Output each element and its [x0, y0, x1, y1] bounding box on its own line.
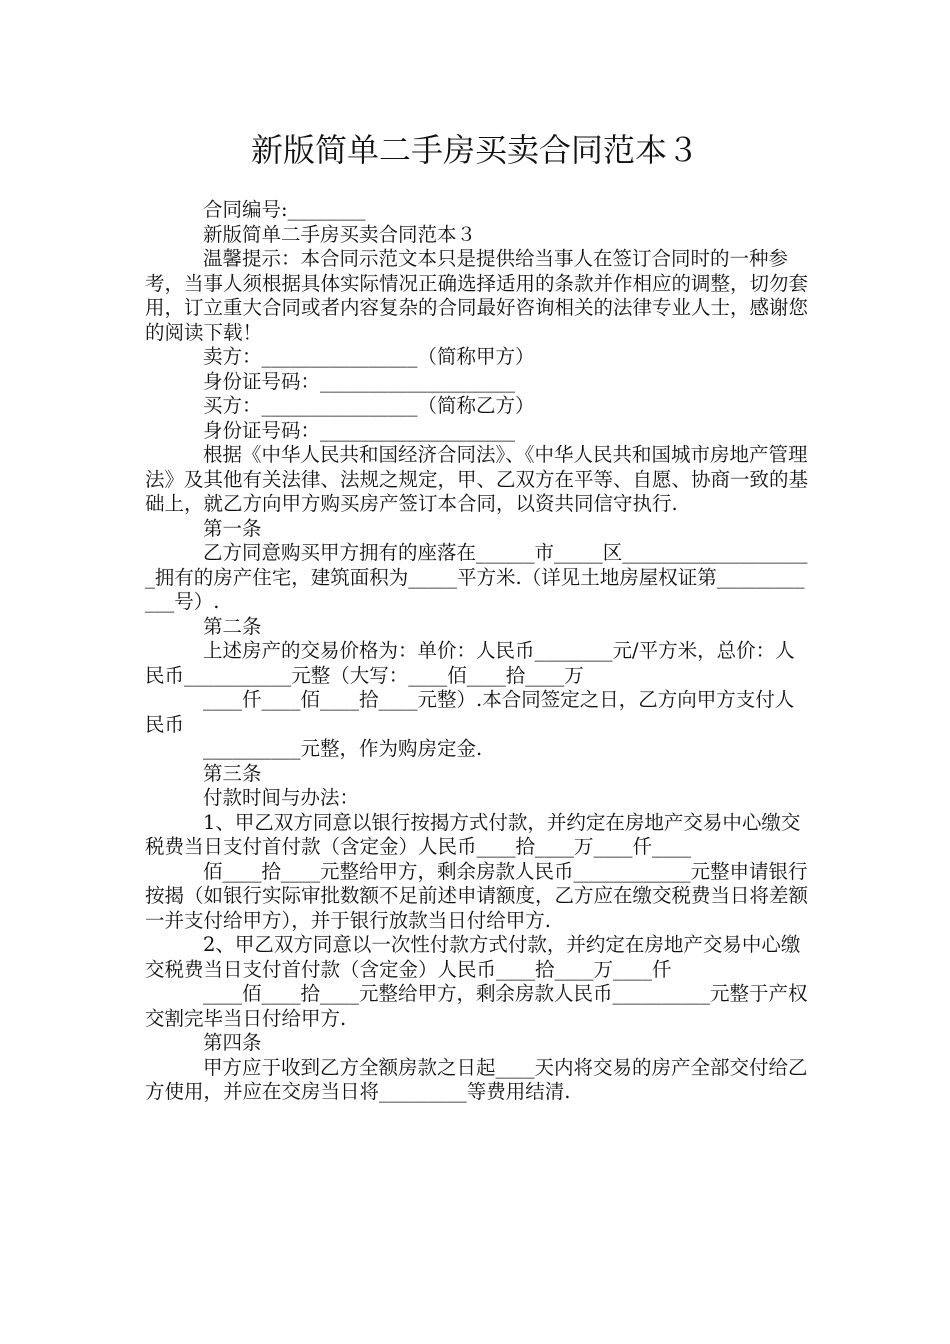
article-2-paragraph-continued: ____仟____佰____拾____元整）.本合同签定之日，乙方向甲方支付人民币	[145, 688, 795, 736]
preamble-paragraph: 根据《中华人民共和国经济合同法》、《中华人民共和国城市房地产管理法》及其他有关法律、法规之规定，甲、乙双方在平等、自愿、协商一致的基础上，就乙方向甲方购买房产签订本合同，以资共同信守执行.	[145, 443, 809, 515]
article-1-heading: 第一条	[203, 516, 262, 540]
seller-line: 卖方：________________（简称甲方）	[203, 345, 535, 368]
payment-option-2: 2、甲乙双方同意以一次性付款方式付款，并约定在房地产交易中心缴交税费当日支付首付款（含定金）人民币____拾____万____仟	[145, 933, 801, 981]
buyer-line: 买方：________________（简称乙方）	[203, 394, 535, 417]
notice-paragraph: 温馨提示：本合同示范文本只是提供给当事人在签订合同时的一种参考，当事人须根据具体实际情况正确选择适用的条款并作相应的调整，切勿套用，订立重大合同或者内容复杂的合同最好咨询相关的法律专业人士，感谢您的阅读下载！	[145, 247, 809, 344]
payment-option-1-continued: 佰____拾____元整给甲方，剩余房款人民币____________元整申请银行按揭（如银行实际审批数额不足前述申请额度，乙方应在缴交税费当日将差额一并支付给甲方），并于银行放款当日付给甲方.	[145, 859, 809, 932]
document-body	[145, 198, 810, 1105]
seller-id-line: 身份证号码：____________________	[203, 369, 516, 393]
article-2-heading: 第二条	[203, 614, 262, 638]
article-2-paragraph: 上述房产的交易价格为：单价：人民币________元/平方米，总价：人民币___________元整（大写：____佰____拾____万	[145, 639, 795, 687]
payment-method-heading: 付款时间与办法：	[203, 786, 360, 809]
article-4-heading: 第四条	[203, 1031, 262, 1054]
subtitle-line: 新版简单二手房买卖合同范本３	[203, 222, 477, 246]
contract-number-line: 合同编号:________	[203, 198, 366, 221]
article-4-paragraph: 甲方应于收到乙方全额房款之日起____天内将交易的房产全部交付给乙方使用，并应在交房当日将_________等费用结清.	[145, 1055, 808, 1103]
buyer-id-line: 身份证号码：____________________	[203, 418, 516, 442]
article-1-paragraph: 乙方同意购买甲方拥有的座落在______市_____区____________________拥有的房产住宅，建筑面积为_____平方米.（详见土地房屋权证第____________号）.	[145, 541, 808, 613]
article-3-heading: 第三条	[203, 761, 262, 785]
payment-option-1: 1、甲乙双方同意以银行按揭方式付款，并约定在房地产交易中心缴交税费当日支付首付款（含定金）人民币____拾____万____仟____	[145, 810, 801, 858]
article-2-deposit-line: __________元整，作为购房定金.	[203, 737, 483, 760]
payment-option-2-continued: ____佰____拾____元整给甲方，剩余房款人民币__________元整于产权交割完毕当日付给甲方.	[145, 982, 808, 1030]
document-title: 新版简单二手房买卖合同范本３	[250, 131, 699, 169]
